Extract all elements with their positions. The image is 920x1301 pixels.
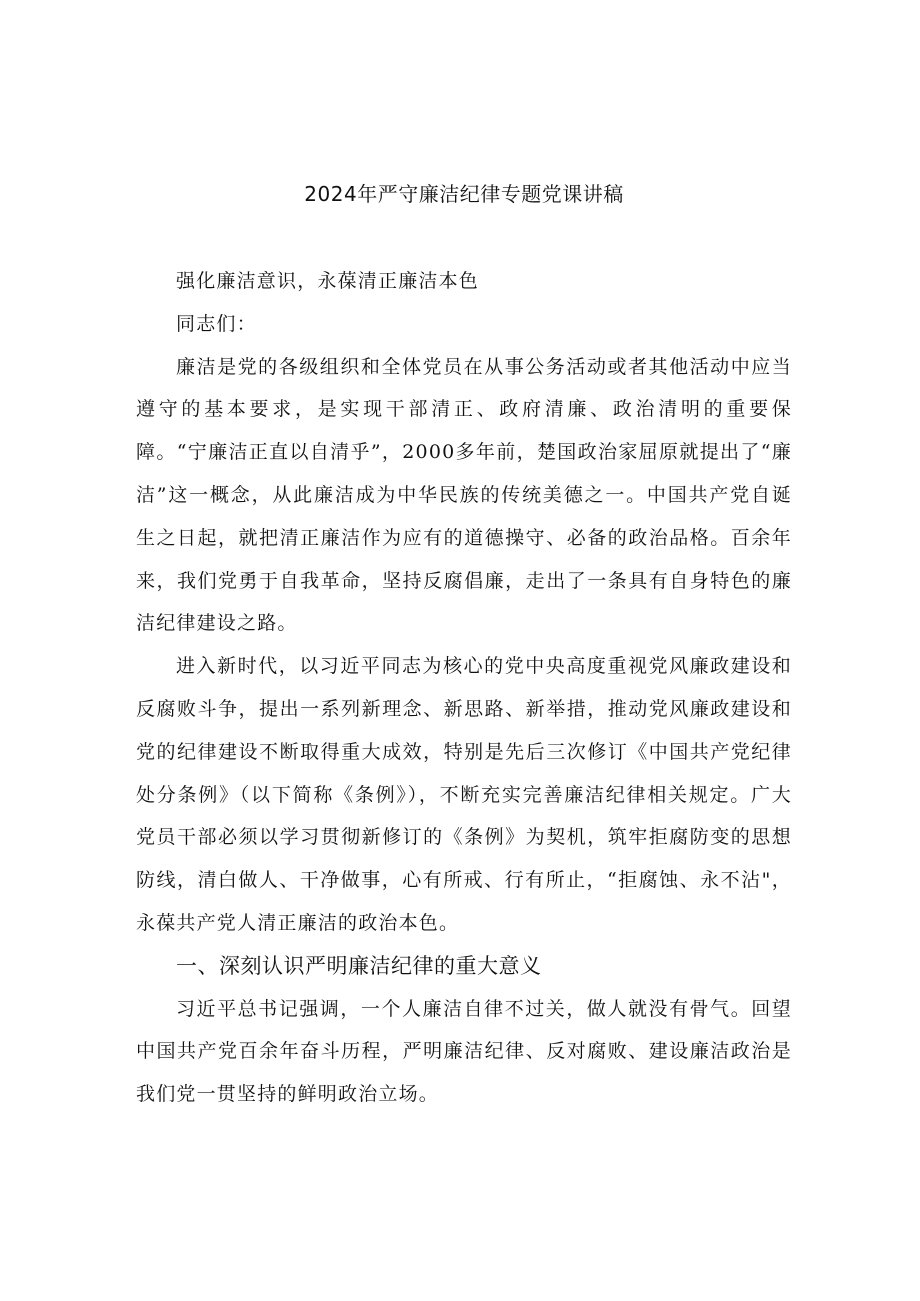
body-paragraph: 进入新时代，以习近平同志为核心的党中央高度重视党风廉政建设和反腐败斗争，提出一系列新理念、新思路、新举措，推动党风廉政建设和党的纪律建设不断取得重大成效，特别是先后三次修订《中国共产党纪律处分条例》（以下简称《条例》），不断充实完善廉洁纪律相关规定。广大党员干部必须以学习贯彻新修订的《条例》为契机，筑牢拒腐防变的思想防线，清白做人、干净做事，心有所戒、行有所止，“拒腐蚀、永不沾"，永葆共产党人清正廉洁的政治本色。 [136, 655, 792, 934]
document-title: 2024年严守廉洁纪律专题党课讲稿 [304, 182, 624, 206]
section-paragraph: 习近平总书记强调，一个人廉洁自律不过关，做人就没有骨气。回望中国共产党百余年奋斗历程，严明廉洁纪律、反对腐败、建设廉洁政治是我们党一贯坚持的鲜明政治立场。 [136, 997, 792, 1106]
document-subtitle: 强化廉洁意识，永葆清正廉洁本色 [176, 270, 480, 292]
section-heading: 一、深刻认识严明廉洁纪律的重大意义 [176, 953, 542, 978]
salutation: 同志们： [176, 312, 257, 335]
body-paragraph: 廉洁是党的各级组织和全体党员在从事公务活动或者其他活动中应当遵守的基本要求，是实现干部清正、政府清廉、政治清明的重要保障。“宁廉洁正直以自清乎”，2000多年前，楚国政治家屈原就提出了“廉洁”这一概念，从此廉洁成为中华民族的传统美德之一。中国共产党自诞生之日起，就把清正廉洁作为应有的道德操守、必备的政治品格。百余年来，我们党勇于自我革命，坚持反腐倡廉，走出了一条具有自身特色的廉洁纪律建设之路。 [136, 355, 792, 635]
